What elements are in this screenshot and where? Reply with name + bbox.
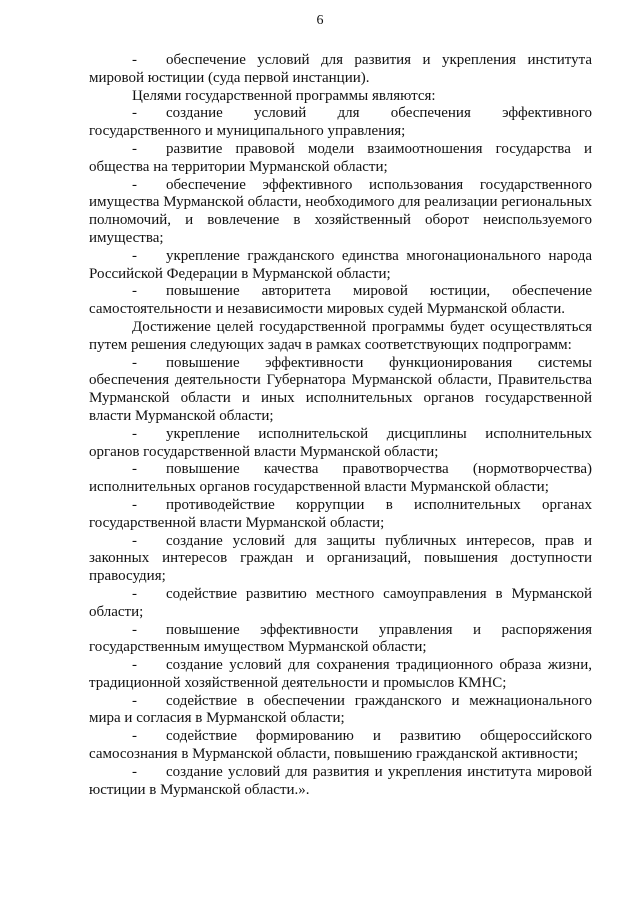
- goal-item: [89, 177, 592, 248]
- task-item: [89, 586, 592, 622]
- task-item: [89, 533, 592, 586]
- bullet-dash: -: [132, 140, 137, 157]
- bullet-dash: -: [132, 532, 137, 549]
- bullet-dash: -: [132, 496, 137, 513]
- task-item: [89, 657, 592, 693]
- bullet-text: содействие в обеспечении гражданского и межнационального мира и согласия в Мурманской области;: [89, 692, 592, 727]
- bullet-dash: -: [132, 52, 137, 68]
- bullet-dash: -: [132, 354, 137, 371]
- bullet-text: повышение эффективности функционирования системы обеспечения деятельности Губернатора Мурманской области, Правительства Мурманской области и иных исполнительных органов государственной власти Мурманской области;: [89, 354, 592, 424]
- bullet-dash: -: [132, 461, 137, 478]
- document-body: [89, 52, 592, 799]
- goal-item: [89, 283, 592, 319]
- bullet-dash: -: [132, 247, 137, 264]
- bullet-dash: -: [132, 425, 137, 442]
- bullet-dash: -: [132, 105, 137, 122]
- bullet-text: создание условий для сохранения традиционного образа жизни, традиционной хозяйственной деятельности и промыслов КМНС;: [89, 657, 592, 691]
- bullet-dash: -: [132, 657, 137, 674]
- bullet-text: создание условий для обеспечения эффективного государственного и муниципального управления;: [89, 105, 592, 140]
- bullet-dash: -: [132, 585, 137, 602]
- bullet-text: содействие развитию местного самоуправления в Мурманской области;: [89, 585, 592, 620]
- bullet-text: обеспечение условий для развития и укрепления института мировой юстиции (суда первой инстанции).: [89, 52, 592, 86]
- goal-item: [89, 141, 592, 177]
- bullet-dash: -: [132, 283, 137, 300]
- task-item: [89, 497, 592, 533]
- bullet-text: укрепление исполнительской дисциплины исполнительных органов государственной власти Мурманской области;: [89, 425, 592, 460]
- task-item: [89, 426, 592, 462]
- goal-item: [89, 248, 592, 284]
- task-item: [89, 764, 592, 800]
- bullet-dash: -: [132, 728, 137, 745]
- bullet-text: повышение качества правотворчества (нормотворчества) исполнительных органов государственной власти Мурманской области;: [89, 461, 592, 496]
- bullet-text: создание условий для защиты публичных интересов, прав и законных интересов граждан и организаций, повышения доступности правосудия;: [89, 532, 592, 585]
- intro-bullet-item: [89, 52, 592, 88]
- task-item: [89, 355, 592, 426]
- bullet-dash: -: [132, 176, 137, 193]
- bullet-text: укрепление гражданского единства многонационального народа Российской Федерации в Мурманской области;: [89, 247, 592, 282]
- bullet-text: повышение авторитета мировой юстиции, обеспечение самостоятельности и независимости мировых судей Мурманской области.: [89, 283, 592, 318]
- bullet-dash: -: [132, 692, 137, 709]
- task-item: [89, 622, 592, 658]
- bullet-dash: -: [132, 621, 137, 638]
- bullet-text: содействие формированию и развитию общероссийского самосознания в Мурманской области, повышению гражданской активности;: [89, 728, 592, 763]
- goals-heading: Целями государственной программы являются:: [132, 87, 436, 104]
- goal-item: [89, 105, 592, 141]
- task-item: [89, 461, 592, 497]
- bullet-text: обеспечение эффективного использования государственного имущества Мурманской области, необходимого для реализации региональных полномочий, и вовлечение в хозяйственный оборот неиспользуемого имущества;: [89, 176, 592, 246]
- page-number: 6: [316, 13, 324, 28]
- bullet-text: создание условий для развития и укрепления института мировой юстиции в Мурманской области.».: [89, 763, 592, 798]
- bullet-text: повышение эффективности управления и распоряжения государственным имуществом Мурманской области;: [89, 621, 592, 656]
- task-item: [89, 693, 592, 729]
- bullet-text: развитие правовой модели взаимоотношения государства и общества на территории Мурманской области;: [89, 140, 592, 175]
- bullet-text: противодействие коррупции в исполнительных органах государственной власти Мурманской области;: [89, 496, 592, 531]
- task-item: [89, 728, 592, 764]
- tasks-heading: Достижение целей государственной программы будет осуществляться путем решения следующих задач в рамках соответствующих подпрограмм:: [89, 318, 592, 353]
- bullet-dash: -: [132, 763, 137, 780]
